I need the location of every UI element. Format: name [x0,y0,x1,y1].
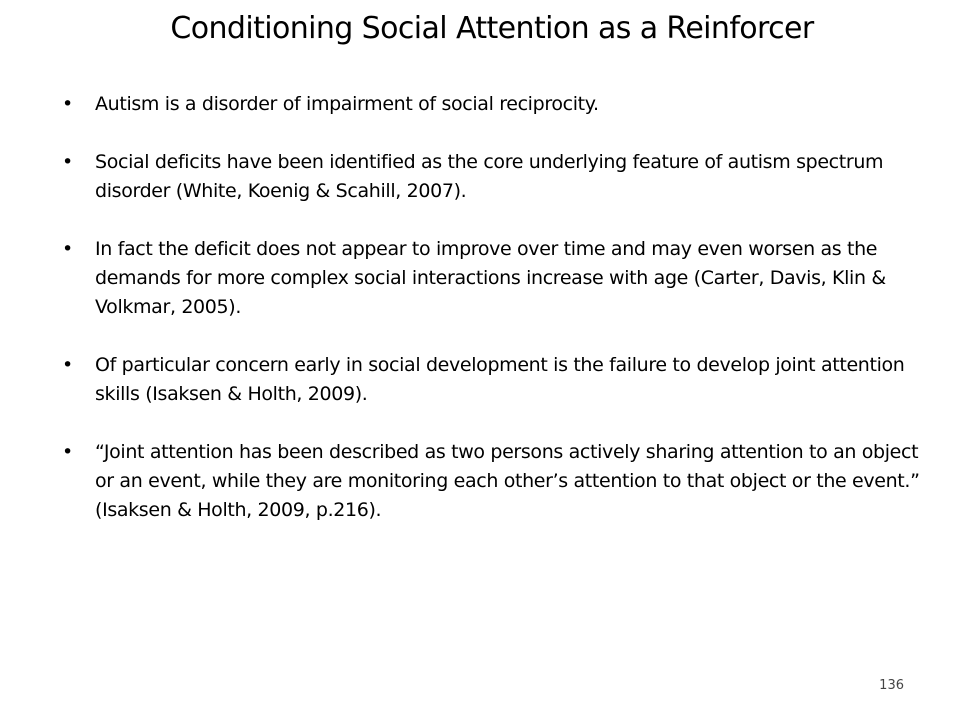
bullet-icon: • [62,93,73,115]
bullet-text: Social deficits have been identified as the core underlying feature of autism spectrum disorder (White, Koenig & Scahill, 2007). [95,151,884,202]
bullet-text: “Joint attention has been described as two persons actively sharing attention to an object or an event, while they are monitoring each other’s attention to that object or the event.” (Isaksen & Holth, 2009, p.216). [95,441,920,521]
bullet-item [62,148,924,206]
bullet-icon: • [62,354,73,376]
bullet-item [62,438,924,525]
bullet-icon: • [62,441,73,463]
bullet-text: In fact the deficit does not appear to improve over time and may even worsen as the demands for more complex social interactions increase with age (Carter, Davis, Klin & Volkmar, 2005). [95,238,886,318]
bullet-list [62,90,924,525]
slide-title: Conditioning Social Attention as a Reinforcer [170,11,814,46]
bullet-item [62,90,924,119]
page-number: 136 [879,678,904,693]
bullet-item [62,235,924,322]
bullet-item [62,351,924,409]
bullet-text: Of particular concern early in social development is the failure to develop joint attention skills (Isaksen & Holth, 2009). [95,354,905,405]
bullet-icon: • [62,151,73,173]
bullet-icon: • [62,238,73,260]
bullet-text: Autism is a disorder of impairment of social reciprocity. [95,93,599,115]
